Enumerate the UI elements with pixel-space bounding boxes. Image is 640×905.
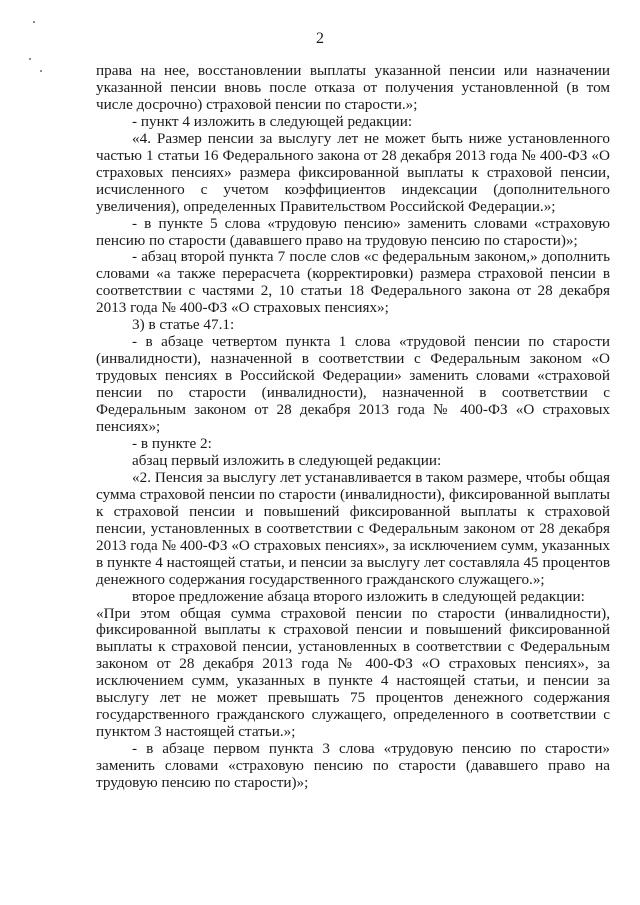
paragraph: «При этом общая сумма страховой пенсии по старости (инвалидности), фиксированной выплаты к страховой пенсии и повышений фиксированной выплаты к страховой пенсии, установленных в соответствии с Федеральным законом от 28 декабря 2013 года № 400-ФЗ «О страховых пенсиях», за исключением сумм, указанных в пункте 4 настоящей статьи, и пенсии за выслугу лет не может превышать 75 процентов денежного содержания государственного гражданского служащего, определенного в соответствии с пунктом 3 настоящей статьи.»;: [96, 604, 610, 741]
paragraph: - пункт 4 изложить в следующей редакции:: [132, 112, 413, 130]
paragraph: 3) в статье 47.1:: [132, 316, 235, 334]
document-body: [96, 63, 610, 792]
paragraph: - в пункте 2:: [132, 434, 212, 452]
paragraph: - в абзаце первом пункта 3 слова «трудовую пенсию по старости» заменить словами «страховую пенсию по старости (дававшего право на трудовую пенсию по старости)»;: [96, 740, 610, 792]
paragraph: - в абзаце четвертом пункта 1 слова «трудовой пенсии по старости (инвалидности), назначенной в соответствии с Федеральным законом «О трудовых пенсиях в Российской Федерации» заменить словами «страховой пенсии по старости (инвалидности), назначенной в соответствии с Федеральным законом от 28 декабря 2013 года № 400-ФЗ «О страховых пенсиях»;: [96, 333, 610, 436]
paragraph: права на нее, восстановлении выплаты указанной пенсии или назначении указанной пенсии вновь после отказа от получения установленной (в том числе досрочно) страховой пенсии по старости.»;: [96, 62, 610, 113]
page-number: 2: [316, 30, 324, 47]
paragraph: - абзац второй пункта 7 после слов «с федеральным законом,» дополнить словами «а также перерасчета (корректировки) размера страховой пенсии в соответствии с частями 2, 10 статьи 18 Федерального закона от 28 декабря 2013 года № 400-ФЗ «О страховых пенсиях»;: [96, 248, 610, 317]
paragraph: абзац первый изложить в следующей редакции:: [132, 451, 442, 469]
paragraph: второе предложение абзаца второго изложить в следующей редакции:: [132, 587, 585, 605]
scan-speck: [29, 58, 31, 60]
paragraph: «2. Пенсия за выслугу лет устанавливается в таком размере, чтобы общая сумма страховой пенсии по старости (инвалидности), фиксированной выплаты к страховой пенсии и повышений фиксированной выплаты к страховой пенсии, установленных в соответствии с Федеральным законом от 28 декабря 2013 года № 400-ФЗ «О страховых пенсиях», за исключением сумм, указанных в пункте 4 настоящей статьи, и пенсии за выслугу лет составляла 45 процентов денежного содержания государственного гражданского служащего.»;: [96, 468, 610, 588]
paragraph: - в пункте 5 слова «трудовую пенсию» заменить словами «страховую пенсию по старости (дававшего право на трудовую пенсию по старости)»;: [96, 214, 610, 249]
scan-speck: [33, 21, 35, 23]
scan-speck: [40, 70, 42, 72]
paragraph: «4. Размер пенсии за выслугу лет не может быть ниже установленного частью 1 статьи 16 Федерального закона от 28 декабря 2013 года № 400-ФЗ «О страховых пенсиях» размера фиксированной выплаты к страховой пенсии, исчисленного с учетом коэффициентов индексации (дополнительного увеличения), определенных Правительством Российской Федерации.»;: [96, 129, 610, 215]
